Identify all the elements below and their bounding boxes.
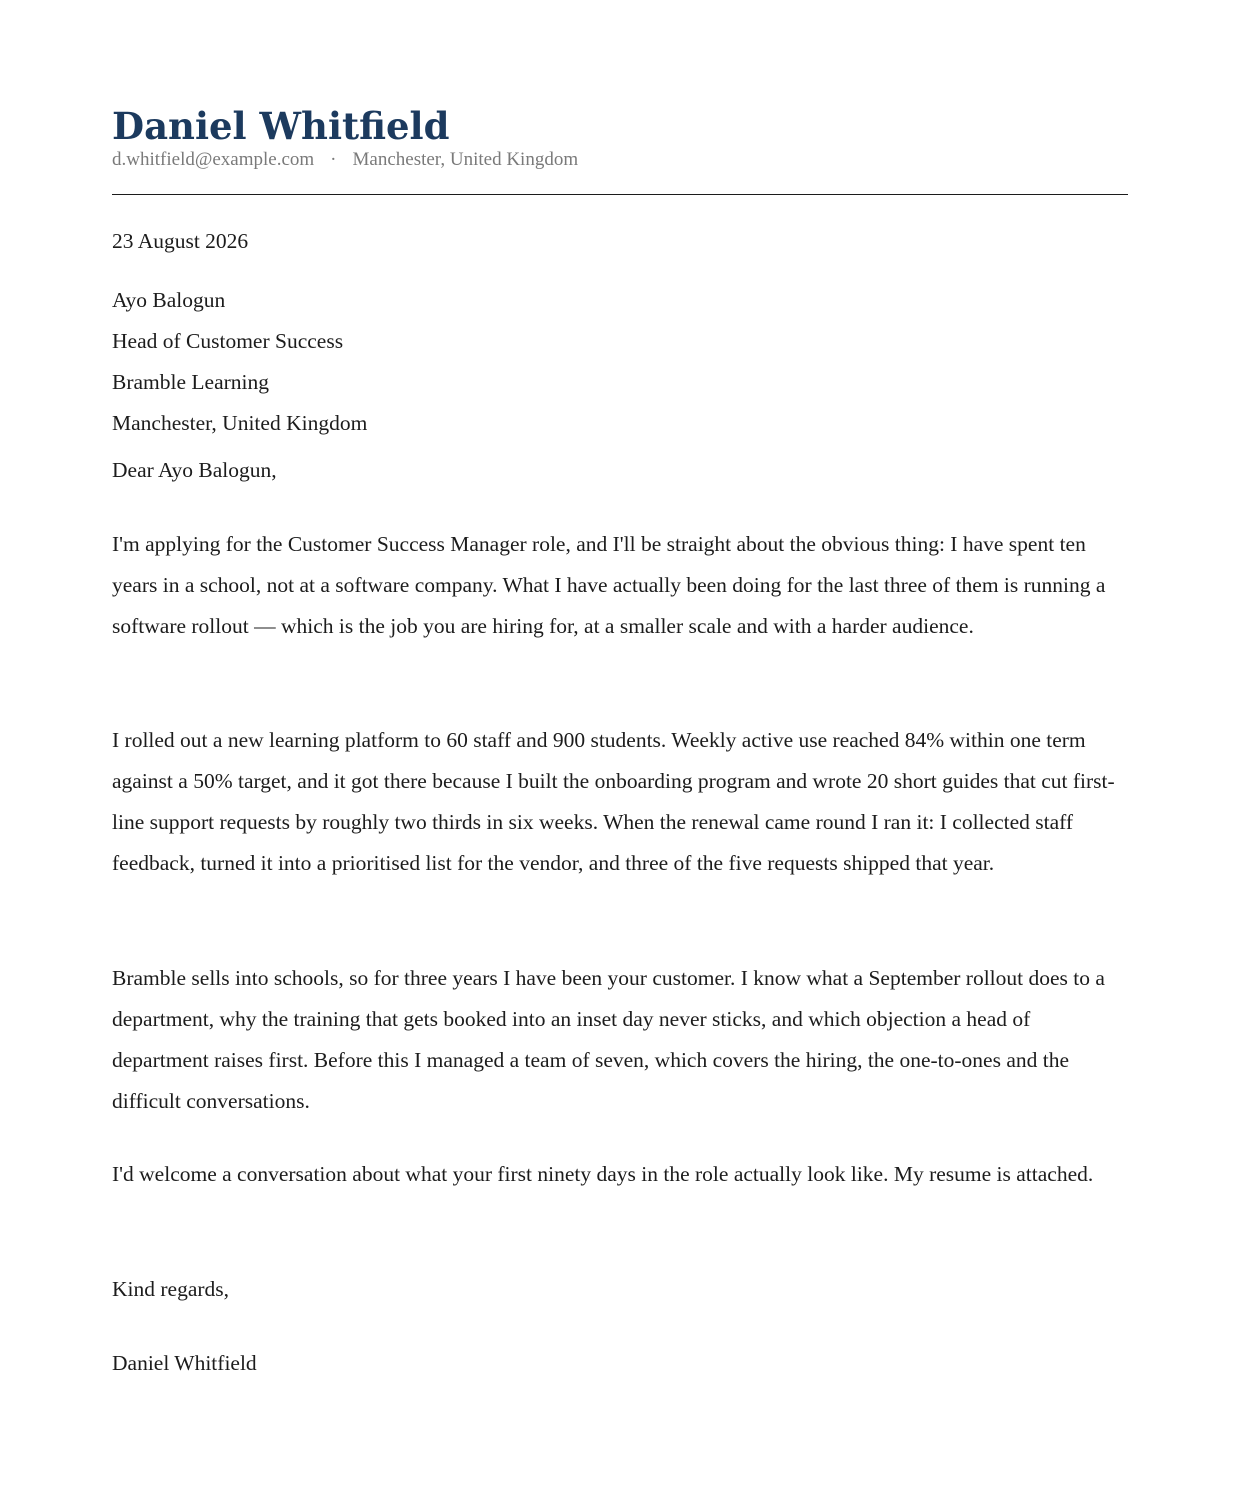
salutation: Dear Ayo Balogun,: [112, 458, 277, 482]
signature-name: Daniel Whitfield: [112, 1351, 257, 1375]
recipient-location: Manchester, United Kingdom: [112, 411, 368, 435]
sender-location: Manchester, United Kingdom: [352, 149, 579, 170]
body-paragraph-2: I rolled out a new learning platform to 60 staff and 900 students. Weekly active use reached 84% within one term against a 50% target, and it got there because I built the onboarding program and wrote 20 short guides that cut first-line support requests by roughly two thirds in six weeks. When the renewal came round I ran it: I collected staff feedback, turned it into a prioritised list for the vendor, and three of the five requests shipped that year.: [112, 728, 1115, 875]
recipient-company: Bramble Learning: [112, 370, 270, 394]
sender-name: Daniel Whitfield: [112, 104, 450, 148]
body-paragraph-1: I'm applying for the Customer Success Manager role, and I'll be straight about the obvious thing: I have spent ten years in a school, not at a software company. What I have actually been doing for the last three of them is running a software rollout — which is the job you are hiring for, at a smaller scale and with a harder audience.: [112, 532, 1106, 638]
recipient-block: [112, 280, 1128, 444]
body-paragraph-3: Bramble sells into schools, so for three years I have been your customer. I know what a September rollout does to a department, why the training that gets booked into an inset day never sticks, and which objection a head of department raises first. Before this I managed a team of seven, which covers the hiring, the one-to-ones and the difficult conversations.: [112, 966, 1105, 1113]
header-divider: [112, 194, 1128, 195]
body-paragraph-4: I'd welcome a conversation about what your first ninety days in the role actually look like. My resume is attached.: [112, 1162, 1094, 1186]
closing: Kind regards,: [112, 1277, 230, 1301]
letter-date: 23 August 2026: [112, 229, 249, 253]
contact-separator: ·: [330, 149, 337, 170]
sender-email[interactable]: d.whitfield@example.com: [112, 149, 315, 170]
contact-line: [112, 148, 578, 172]
recipient-name: Ayo Balogun: [112, 288, 226, 312]
recipient-title: Head of Customer Success: [112, 329, 344, 353]
